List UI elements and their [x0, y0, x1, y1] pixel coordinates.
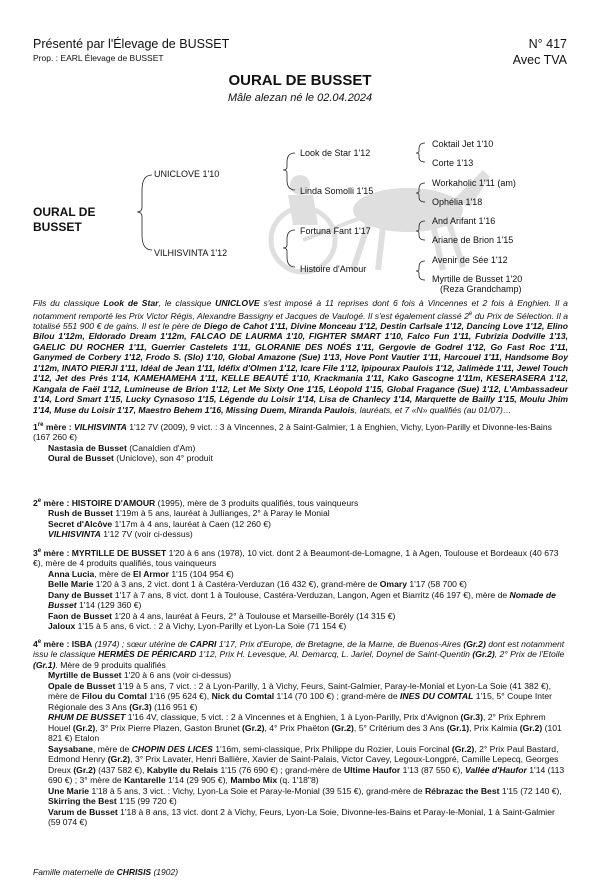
- dam-section-1: [33, 420, 568, 464]
- pedigree-sss: Coktail Jet 1'10: [432, 139, 494, 149]
- pedigree-ssd: Corte 1'13: [432, 158, 474, 168]
- dam-section-3: [33, 546, 568, 632]
- pedigree-sds: Workaholic 1'11 (am): [432, 178, 516, 188]
- pedigree-dss: And Arifant 1'16: [432, 216, 496, 226]
- first-dam-offspring-2: Oural de Busset (Uniclove), son 4° produit: [48, 453, 213, 464]
- dam-section-4: [33, 637, 568, 828]
- fourth-dam-offspring-6: Varum de Busset 1'18 à 8 ans, 13 vict. dont 2 à Vichy, Feurs, Lyon-La Soie, Divonne-les-Bains et Paray-le-Monial, 1 à Saint-Galmier (59 074 €): [48, 806, 555, 828]
- first-dam-line: 1re mère : VILHISVINTA 1'12 7V (2009), 9 vict. : 3 à Vincennes, 2 à Saint-Galmier, 1 à Enghien, Vichy, Lyon-Parilly et Divonne-les-Bains (167 260 €): [33, 421, 552, 443]
- pedigree-sire-sire: Look de Star 1'12: [300, 148, 371, 158]
- pedigree-sire: UNICLOVE 1'10: [154, 169, 220, 179]
- pedigree-dam: VILHISVINTA 1'12: [154, 248, 228, 258]
- pedigree-dam-sire: Fortuna Fant 1'17: [300, 226, 371, 236]
- fourth-dam-offspring-1: Myrtille de Busset 1'20 à 6 ans (voir ci-dessus): [48, 670, 232, 681]
- fourth-dam-line: 4e mère : ISBA (1974) ; sœur utérine de CAPRI 1'17, Prix d'Europe, de Bretagne, de la Marne, de Buenos-Aires (Gr.2) dont est notamment issu le classique HERMÈS DE PÉRICARD 1'12, Prix H. Levesque, Al. Demarcq, L. Jariel, Doynel de Saint-Quentin (Gr.2), 2° Prix de l'Etoile (Gr.1). Mère de 9 produits qualifiés: [33, 638, 565, 670]
- second-dam-offspring-3: VILHISVINTA 1'12 7V (voir ci-dessus): [48, 529, 193, 540]
- horse-subtitle: Mâle alezan né le 02.04.2024: [227, 92, 373, 104]
- pedigree-dam-dam: Histoire d'Amour: [300, 264, 367, 274]
- pedigree-dsd: Ariane de Brion 1'15: [432, 235, 514, 245]
- fourth-dam-offspring-2: Opale de Busset 1'19 à 5 ans, 7 vict. : 2 à Lyon-Parilly, 1 à Vichy, Feurs, Saint-Galmier, Paray-le-Monial et Lyon-La Soie (41 382 €), mère de Filou du Comtal 1'16 (95 624 €), Nick du Comtal 1'14 (70 100 €) ; grand-mère de INES DU COMTAL 1'15, 5° Coupe Inter Régionale des 3 Ans (Gr.3) (116 951 €): [48, 680, 553, 712]
- lot-number: N° 417: [528, 37, 567, 51]
- pedigree-chart: [0, 135, 600, 295]
- fourth-dam-offspring-3: RHUM DE BUSSET 1'16 4V, classique, 5 vict. : 2 à Vincennes et à Enghien, 1 à Lyon-Parilly, Prix d'Avignon (Gr.3), 2° Prix Ephrem Houel (Gr.2), 3° Prix Pierre Plazen, Gaston Brunet (Gr.2), 4° Prix Phaëton (Gr.2), 5° Critérium des 3 Ans (Gr.1), Prix Kalmia (Gr.2) (101 821 €) Etalon: [48, 712, 562, 744]
- pedigree-dds: Avenir de Sée 1'12: [432, 255, 508, 265]
- pedigree-ddd-note: (Reza Grandchamp): [440, 284, 522, 294]
- tva-label: Avec TVA: [512, 53, 567, 67]
- pedigree-ddd: Myrtille de Busset 1'20: [432, 274, 523, 284]
- pedigree-subject: OURAL DE BUSSET: [33, 205, 96, 234]
- sire-description: Fils du classique Look de Star, le classique UNICLOVE s'est imposé à 11 reprises dont 6 fois à Vincennes et 2 fois à Enghien. Il a notamment remporté les Prix Victor Régis, Alexandre Bassigny et Jacques de Vaulogé. Il s'est également classé 2e du Prix de Sélection. Il a totalisé 551 900 € de gains. Il est le père de Diego de Cahot 1'11, Divine Monceau 1'12, Destin Carlsale 1'12, Dancing Love 1'12, Elino Bilou 1'12m, Eldorado Dream 1'12m, FALCAO DE LAURMA 1'10, FIGHTER SMART 1'10, Falco Fun 1'11, Fubrizia Dodville 1'13, GAELIC DU ROCHER 1'11, Guerrier Castelets 1'11, GLORANIE DES NOÉS 1'11, Gergovie de Godrel 1'12, Go Fast Roc 1'11, Ganymed de Corbery 1'12, Frodo S. (Slo) 1'10, Global Amazone (Sue) 1'13, Hove Pont Vautier 1'11, Harcouel 1'11, Handsome Boy 1'12m, INATO PIERJI 1'11, Idéal de Jean 1'11, Idéfix d'Olmen 1'12, Icare File 1'12, Ipipourax Paulois 1'12, Jalimède 1'11, Jewel Touch 1'12, Jet des Prés 1'14, KAMEHAMEHA 1'11, KELLE BEAUTÉ 1'10, Krackmania 1'11, Kako Gascogne 1'11m, KESERASERA 1'12, Kangala de Faël 1'12, Lumineuse de Brion 1'12, Let Me Sixty One 1'15, Léopold 1'15, Global Fragance (Sue) 1'12, L'Ambassadeur 1'14, Lord Smart 1'15, Lucky Cynasoso 1'15, Légende du Loisir 1'14, Lisa de Chanlecy 1'14, Marquette de Bailly 1'15, Moulu Jhim 1'14, Muse du Loisir 1'17, Maestro Behem 1'16, Missing Duem, Miranda Paulois, lauréats, et 7 «N» qualifiés (au 01/07)…: [33, 298, 569, 415]
- pedigree-sdd: Ophélia 1'18: [432, 197, 483, 207]
- second-dam-offspring-2: Secret d'Alcôve 1'17m à 4 ans, lauréat à Caen (12 260 €): [48, 518, 271, 529]
- pedigree-sire-dam: Linda Somolli 1'15: [300, 186, 374, 196]
- third-dam-offspring-5: Jaloux 1'15 à 5 ans, 6 vict. : 2 à Vichy, Lyon-Parilly et Lyon-La Soie (71 154 €): [48, 621, 347, 632]
- first-dam-offspring-1: Nastasia de Busset (Canaldien d'Am): [48, 442, 196, 453]
- proprietor-line: Prop. : EARL Élevage de BUSSET: [33, 53, 164, 63]
- third-dam-line: 3e mère : MYRTILLE DE BUSSET 1'20 à 6 ans (1978), 10 vict. dont 2 à Beaumont-de-Lomagne, 1 à Agen, Toulouse et Bordeaux (40 673 €), mère de 4 produits qualifiés, tous vainqueurs: [33, 547, 559, 569]
- fourth-dam-offspring-4: Saysabane, mère de CHOPIN DES LICES 1'16m, semi-classique, Prix Philippe du Rozier, Louis Forcinal (Gr.2), 2° Prix Paul Bastard, Edmond Henry (Gr.2), 3° Prix Lavater, Henri Ballière, Xavier de Saint-Palais, Victor Cavey, Legoux-Longpré, Camille Lepecq, Georges Dreux (Gr.2) (437 582 €), Kabylle du Relais 1'15 (76 690 €) ; grand-mère de Ultime Haufor 1'13 (87 550 €), Vallée d'Haufor 1'14 (113 690 €) ; 3° mère de Kantarelle 1'14 (29 905 €), Mambo Mix (q. 1'18"8): [48, 743, 565, 786]
- third-dam-offspring-4: Faon de Busset 1'20 à 4 ans, lauréat à Feurs, 2° à Toulouse et Marseille-Borély (14 315 €): [48, 610, 396, 621]
- fourth-dam-offspring-5: Une Marie 1'18 à 5 ans, 3 vict. : Vichy, Lyon-La Soie et Paray-le-Monial (39 515 €), grand-mère de Rébrazac the Best 1'15 (72 140 €), Skirring the Best 1'15 (99 720 €): [48, 785, 562, 807]
- presenter-line: Présenté par l'Élevage de BUSSET: [33, 37, 230, 51]
- horse-name: OURAL DE BUSSET: [228, 72, 372, 89]
- dam-section-2: [33, 496, 568, 540]
- third-dam-offspring-1: Anna Lucia, mère de El Armor 1'15 (104 954 €): [48, 568, 234, 579]
- third-dam-offspring-2: Belle Marie 1'20 à 3 ans, 2 vict. dont 1 à Castéra-Verduzan (16 432 €), grand-mère de Omary 1'17 (58 700 €): [48, 579, 467, 590]
- second-dam-line: 2e mère : HISTOIRE D'AMOUR (1995), mère de 3 produits qualifiés, tous vainqueurs: [33, 497, 359, 508]
- third-dam-offspring-3: Dany de Busset 1'17 à 7 ans, 8 vict. dont 1 à Toulouse, Castéra-Verduzan, Langon, Agen et Biarritz (46 197 €), mère de Nomade de Busset 1'14 (129 360 €): [48, 589, 556, 611]
- maternal-family-footer: Famille maternelle de CHRISIS (1902): [33, 867, 179, 877]
- second-dam-offspring-1: Rush de Busset 1'19m à 5 ans, lauréat à Jullianges, 2° à Paray le Monial: [48, 508, 330, 519]
